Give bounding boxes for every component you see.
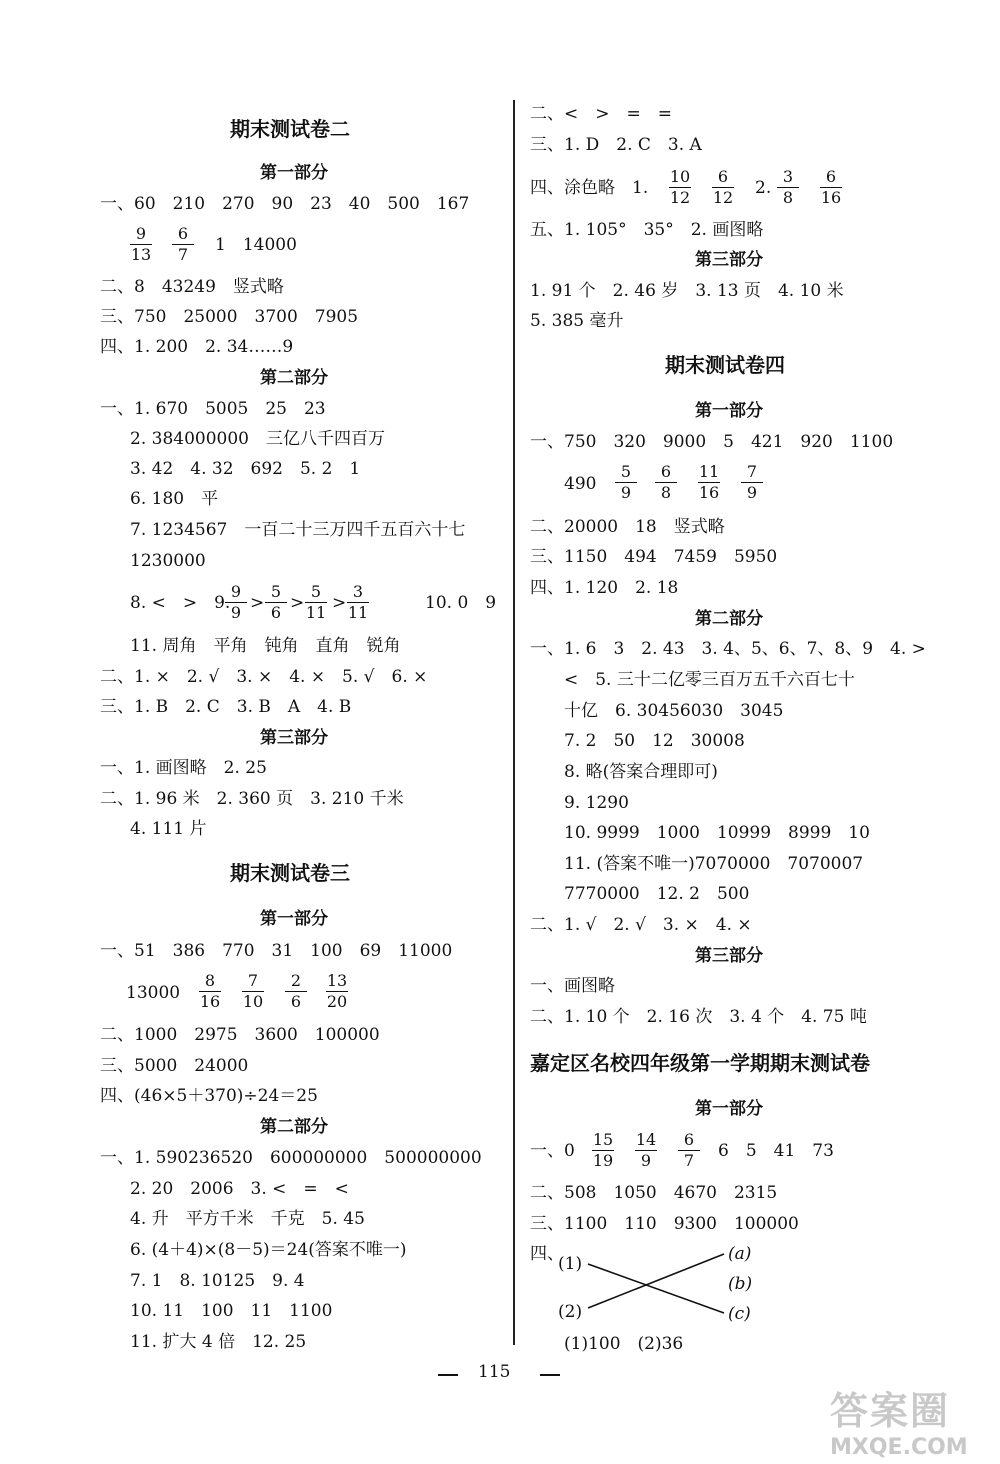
exam4-part1-heading: 第一部分 [695, 401, 763, 421]
answer-line: 四、(46×5＋370)÷24＝25 [100, 1086, 318, 1106]
answer-line: 五、1. 105° 35° 2. 画图略 [530, 220, 764, 240]
answer-line: 二、< > = = [530, 104, 672, 124]
fraction: 3 11 [347, 582, 369, 622]
fraction: 2 6 [283, 971, 309, 1012]
answer-line: 二、508 1050 4670 2315 [530, 1183, 778, 1203]
answer-line: 三、1. B 2. C 3. B A 4. B [100, 697, 352, 717]
match-right-b: (b) [728, 1274, 753, 1294]
answer-line: 1. 91 个 2. 46 岁 3. 13 页 4. 10 米 [530, 281, 844, 301]
answer-line: 9. 1290 [564, 793, 629, 813]
part3-heading: 第三部分 [695, 250, 763, 270]
answer-line: 4. 升 平方千米 千克 5. 45 [130, 1209, 365, 1229]
answer-line: 5. 385 毫升 [530, 311, 624, 331]
exam2-part3-heading: 第三部分 [260, 728, 328, 748]
fraction: 14 9 [635, 1130, 657, 1170]
matching-label: 四、 [530, 1244, 564, 1264]
answer-line: 11. 扩大 4 倍 12. 25 [130, 1332, 307, 1352]
answer-line: 二、20000 18 竖式略 [530, 517, 725, 537]
jiading-part1-heading: 第一部分 [695, 1099, 763, 1119]
exam4-part3-heading: 第三部分 [695, 946, 763, 966]
fraction: 5 11 [305, 582, 327, 622]
match-left-2: (2) [558, 1302, 583, 1322]
watermark-line2: MXQE.COM [830, 1435, 968, 1460]
page-number-dash-right [540, 1374, 560, 1376]
answer-line: 一、60 210 270 90 23 40 500 167 [100, 194, 470, 214]
fraction: 6 12 [712, 167, 734, 207]
fraction: 3 8 [775, 167, 801, 208]
answer-line: 11. 周角 平角 钝角 直角 锐角 [130, 636, 401, 656]
match-right-c: (c) [728, 1304, 751, 1324]
exam3-part2-heading: 第二部分 [260, 1117, 328, 1137]
answer-line: 一、1. 6 3 2. 43 3. 4、5、6、7、8、9 4. > [530, 639, 926, 659]
answer-line: 10. 0 9 [425, 593, 497, 613]
fraction: 6 16 [820, 167, 842, 207]
fraction: 13 20 [326, 971, 348, 1011]
answer-line: < 5. 三十二亿零三百万五千六百七十 [564, 670, 855, 690]
fraction: 8 16 [199, 971, 221, 1011]
answer-line: 4. 111 片 [130, 819, 207, 839]
column-divider [513, 100, 515, 1345]
match-left-1: (1) [558, 1254, 583, 1274]
fraction: 11 16 [698, 462, 720, 502]
matching-lines [530, 0, 950, 1400]
answer-line: 490 [564, 474, 597, 494]
fraction: 6 8 [653, 462, 679, 503]
answer-line: 二、1. √ 2. √ 3. × 4. × [530, 915, 752, 935]
exam3-title: 期末测试卷三 [230, 861, 350, 885]
answer-line: 3. 42 4. 32 692 5. 2 1 [130, 459, 361, 479]
answer-line: 三、5000 24000 [100, 1056, 249, 1076]
answer-line: 三、1150 494 7459 5950 [530, 547, 778, 567]
answer-line: 一、750 320 9000 5 421 920 1100 [530, 432, 894, 452]
match-right-a: (a) [728, 1244, 752, 1264]
answer-line: 1 14000 [215, 235, 297, 255]
answer-line: 6 5 41 73 [718, 1141, 834, 1161]
answer-line: 二、8 43249 竖式略 [100, 277, 284, 297]
answer-line: 1230000 [130, 551, 206, 571]
exam4-part2-heading: 第二部分 [695, 609, 763, 629]
answer-line: 6. (4＋4)×(8－5)＝24(答案不唯一) [130, 1240, 407, 1260]
fraction: 9 13 [130, 224, 152, 264]
greater-than: > [332, 593, 347, 613]
answer-line: 二、1. × 2. √ 3. × 4. × 5. √ 6. × [100, 667, 428, 687]
fraction: 9 9 [223, 582, 249, 623]
fraction: 5 6 [263, 582, 289, 623]
answer-line: 一、画图略 [530, 976, 615, 996]
answer-line: 8. < > 9. [130, 593, 231, 613]
watermark [830, 1380, 990, 1460]
answer-line: 三、750 25000 3700 7905 [100, 307, 359, 327]
fraction: 10 12 [669, 167, 691, 207]
answer-line: 一、1. 画图略 2. 25 [100, 758, 267, 778]
answer-line: 7770000 12. 2 500 [564, 884, 750, 904]
exam3-part1-heading: 第一部分 [260, 909, 328, 929]
answer-line: 7. 1234567 一百二十三万四千五百六十七 [130, 520, 466, 540]
answer-line: 2. [755, 178, 772, 198]
page-number: 115 [478, 1362, 511, 1382]
greater-than: > [250, 593, 265, 613]
answer-line: 三、1. D 2. C 3. A [530, 135, 702, 155]
fraction: 5 9 [613, 462, 639, 503]
exam4-title: 期末测试卷四 [665, 353, 785, 377]
answer-line: 8. 略(答案合理即可) [564, 762, 718, 782]
answer-line: 10. 11 100 11 1100 [130, 1301, 333, 1321]
answer-line: 四、1. 120 2. 18 [530, 578, 679, 598]
exam2-title: 期末测试卷二 [230, 117, 350, 141]
answer-line: 一、0 [530, 1141, 575, 1161]
greater-than: > [290, 593, 305, 613]
fraction: 6 7 [170, 224, 196, 265]
answer-line: 一、51 386 770 31 100 69 11000 [100, 941, 453, 961]
jiading-exam-title: 嘉定区名校四年级第一学期期末测试卷 [530, 1051, 870, 1075]
answer-line: 四、1. 200 2. 34……9 [100, 337, 294, 357]
answer-line: 11. (答案不唯一)7070000 7070007 [564, 854, 864, 874]
answer-line: 7. 1 8. 10125 9. 4 [130, 1271, 305, 1291]
answer-line: 10. 9999 1000 10999 8999 10 [564, 823, 870, 843]
answer-line: 2. 384000000 三亿八千四百万 [130, 429, 385, 449]
fraction: 6 7 [676, 1130, 702, 1171]
page-number-dash-left [438, 1374, 458, 1376]
answer-line: 6. 180 平 [130, 489, 219, 509]
answer-line: 7. 2 50 12 30008 [564, 731, 745, 751]
fraction: 7 10 [242, 971, 264, 1011]
watermark-line1: 答案圈 [830, 1389, 951, 1433]
match-line-1-c [588, 1264, 724, 1313]
answer-line: 一、1. 590236520 600000000 500000000 [100, 1148, 482, 1168]
answer-line: 十亿 6. 30456030 3045 [564, 701, 784, 721]
answer-line: 二、1. 10 个 2. 16 次 3. 4 个 4. 75 吨 [530, 1007, 867, 1027]
answer-line: 一、1. 670 5005 25 23 [100, 399, 326, 419]
exam2-part2-heading: 第二部分 [260, 368, 328, 388]
answer-line: 三、1100 110 9300 100000 [530, 1214, 799, 1234]
answer-line: 13000 [126, 983, 181, 1003]
exam2-part1-heading: 第一部分 [260, 163, 328, 183]
fraction: 15 19 [592, 1130, 614, 1170]
answer-line: (1)100 (2)36 [564, 1334, 684, 1354]
match-line-2-a [588, 1254, 724, 1308]
answer-line: 四、涂色略 1. [530, 178, 649, 198]
answer-line: 2. 20 2006 3. < = < [130, 1179, 349, 1199]
answer-line: 二、1. 96 米 2. 360 页 3. 210 千米 [100, 789, 404, 809]
answer-line: 二、1000 2975 3600 100000 [100, 1025, 380, 1045]
fraction: 7 9 [739, 462, 765, 503]
